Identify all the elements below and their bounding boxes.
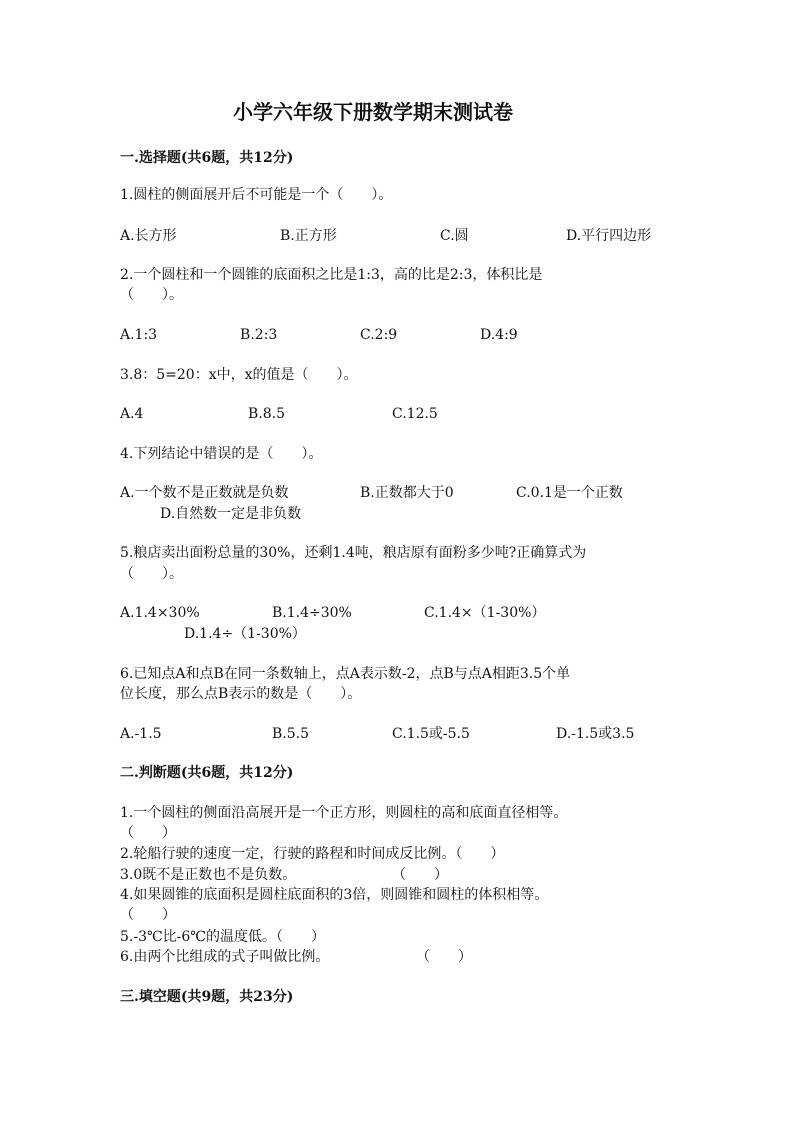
answer-parentheses: （ ）	[120, 907, 176, 923]
judgement-item: 6.由两个比组成的式子叫做比例。	[120, 949, 330, 965]
option-d: D.-1.5或3.5	[556, 726, 635, 742]
option-d: D.1.4÷（1-30%）	[184, 626, 306, 642]
section-heading-fill-in: 三.填空题(共9题，共23分)	[120, 989, 294, 1005]
question-stem: 5.粮店卖出面粉总量的30%，还剩1.4吨，粮店原有面粉多少吨?正确算式为	[120, 545, 587, 561]
option-c: C.2:9	[360, 327, 398, 343]
section-heading-judgement: 二.判断题(共6题，共12分)	[120, 765, 294, 781]
judgement-item: 5.-3℃比-6℃的温度低。（ ）	[120, 929, 325, 945]
option-c: C.1.5或-5.5	[392, 726, 470, 742]
judgement-item: 2.轮船行驶的速度一定，行驶的路程和时间成反比例。（ ）	[120, 846, 505, 862]
question-stem: 3.8：5=20：x中，x的值是（ ）。	[120, 367, 358, 383]
option-a: A.一个数不是正数就是负数	[120, 485, 289, 501]
option-b: B.5.5	[272, 726, 310, 742]
option-b: B.2:3	[240, 327, 278, 343]
judgement-item: 4.如果圆锥的底面积是圆柱底面积的3倍，则圆锥和圆柱的体积相等。	[120, 887, 549, 903]
option-b: B.8.5	[248, 406, 286, 422]
option-a: A.长方形	[120, 228, 177, 244]
question-stem-continued: （ ）。	[120, 566, 183, 582]
judgement-item: 1.一个圆柱的侧面沿高展开是一个正方形，则圆柱的高和底面直径相等。	[120, 805, 568, 821]
option-a: A.4	[120, 406, 144, 422]
option-c: C.0.1是一个正数	[516, 485, 623, 501]
option-a: A.1.4×30%	[120, 605, 200, 621]
option-c: C.12.5	[392, 406, 438, 422]
question-stem-continued: （ ）。	[120, 287, 183, 303]
option-b: B.1.4÷30%	[272, 605, 352, 621]
question-stem: 4.下列结论中错误的是（ ）。	[120, 446, 323, 462]
option-d: D.自然数一定是非负数	[160, 506, 302, 522]
question-stem: 6.已知点A和点B在同一条数轴上，点A表示数-2，点B与点A相距3.5个单	[120, 666, 571, 682]
option-b: B.正数都大于0	[360, 485, 454, 501]
judgement-item: 3.0既不是正数也不是负数。	[120, 867, 297, 883]
option-c: C.1.4×（1-30%）	[424, 605, 546, 621]
page-title: 小学六年级下册数学期末测试卷	[233, 100, 513, 124]
question-stem: 2.一个圆柱和一个圆锥的底面积之比是1:3，高的比是2:3，体积比是	[120, 267, 543, 283]
option-d: D.4:9	[480, 327, 518, 343]
answer-parentheses: （ ）	[120, 825, 176, 841]
section-heading-choice: 一.选择题(共6题，共12分)	[120, 150, 294, 166]
answer-parentheses: （ ）	[416, 949, 472, 965]
option-a: A.-1.5	[120, 726, 162, 742]
question-stem-continued: 位长度，那么点B表示的数是（ ）。	[120, 686, 362, 702]
option-a: A.1:3	[120, 327, 158, 343]
option-c: C.圆	[440, 228, 469, 244]
answer-parentheses: （ ）	[392, 867, 448, 883]
question-stem: 1.圆柱的侧面展开后不可能是一个（ ）。	[120, 187, 393, 203]
option-b: B.正方形	[280, 228, 337, 244]
option-d: D.平行四边形	[566, 228, 652, 244]
